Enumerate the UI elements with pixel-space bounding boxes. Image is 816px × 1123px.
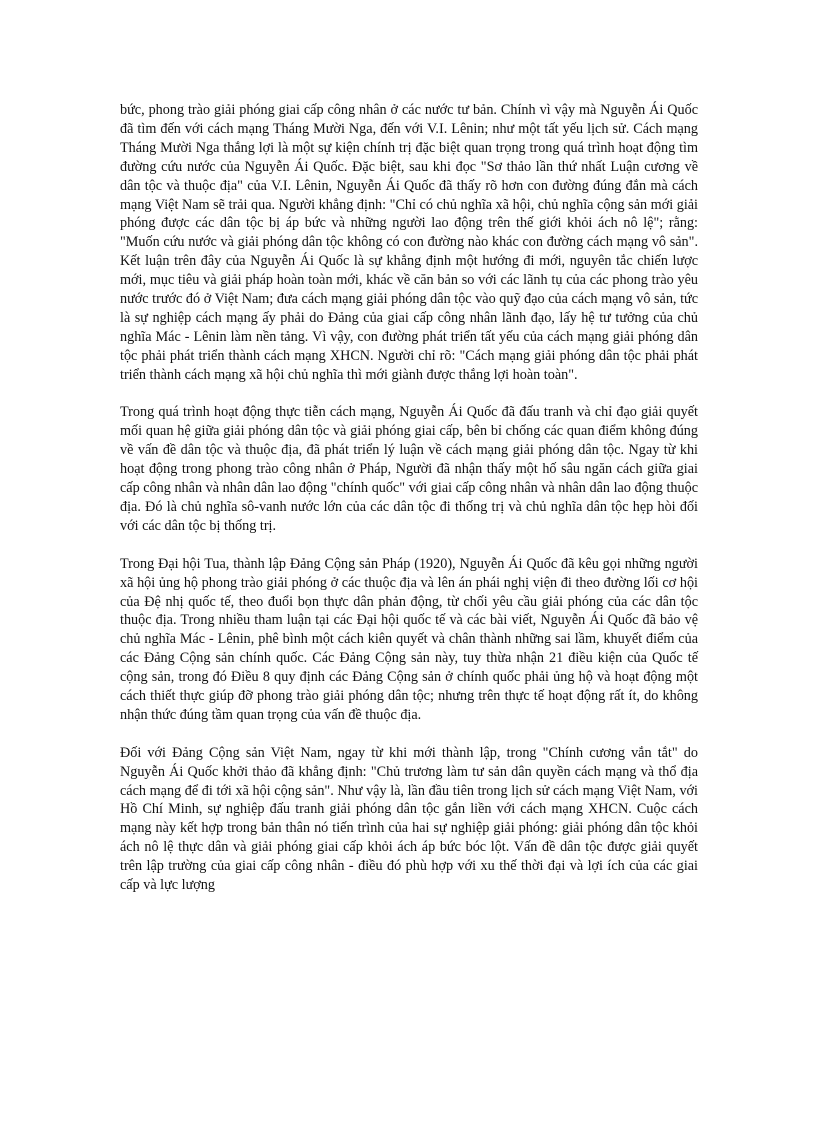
paragraph: bức, phong trào giải phóng giai cấp công nhân ở các nước tư bản. Chính vì vậy mà Nguyễn Ái Quốc đã tìm đến với cách mạng Tháng Mười Nga, đến với V.I. Lênin; như một tất yếu lịch sử. Cách mạng Tháng Mười Nga thắng lợi là một sự kiện chính trị đặc biệt quan trọng trong quá trình hoạt động tìm đường cứu nước của Nguyễn Ái Quốc. Đặc biệt, sau khi đọc "Sơ thảo lần thứ nhất Luận cương về dân tộc và thuộc địa" của V.I. Lênin, Nguyễn Ái Quốc đã thấy rõ hơn con đường đúng đắn mà cách mạng Việt Nam sẽ trải qua. Người khẳng định: "Chỉ có chủ nghĩa xã hội, chủ nghĩa cộng sản mới giải phóng được các dân tộc bị áp bức và những người lao động trên thế giới khỏi ách nô lệ"; rằng: "Muốn cứu nước và giải phóng dân tộc không có con đường nào khác con đường cách mạng vô sản". Kết luận trên đây của Nguyễn Ái Quốc là sự khẳng định một hướng đi mới, nguyên tắc chiến lược mới, mục tiêu và giải pháp hoàn toàn mới, khác về căn bản so với các lãnh tụ của các phong trào yêu nước trước đó ở Việt Nam; đưa cách mạng giải phóng dân tộc vào quỹ đạo của cách mạng vô sản, tức là sự nghiệp cách mạng ấy phải do Đảng của giai cấp công nhân lãnh đạo, lấy hệ tư tưởng của chủ nghĩa Mác - Lênin làm nền tảng. Vì vậy, con đường phát triển tất yếu của cách mạng giải phóng dân tộc phải phát triển thành cách mạng XHCN. Người chỉ rõ: "Cách mạng giải phóng dân tộc phải phát triển thành cách mạng xã hội chủ nghĩa thì mới giành được thắng lợi hoàn toàn". (120, 102, 698, 383)
paragraph: Trong quá trình hoạt động thực tiễn cách mạng, Nguyễn Ái Quốc đã đấu tranh và chỉ đạo giải quyết mối quan hệ giữa giải phóng dân tộc và giải phóng giai cấp, bên bỉ chống các quan điểm không đúng về vấn đề dân tộc và thuộc địa, đã phát triển lý luận về cách mạng giải phóng dân tộc. Ngay từ khi hoạt động trong phong trào công nhân ở Pháp, Người đã nhận thấy một hố sâu ngăn cách giữa giai cấp công nhân và nhân dân lao động "chính quốc" với giai cấp công nhân và nhân dân lao động thuộc địa. Đó là chủ nghĩa sô-vanh nước lớn của các dân tộc đi thống trị và chủ nghĩa dân tộc hẹp hòi đối với các dân tộc bị thống trị. (120, 404, 698, 534)
paragraph: Trong Đại hội Tua, thành lập Đảng Cộng sản Pháp (1920), Nguyễn Ái Quốc đã kêu gọi những người xã hội ủng hộ phong trào giải phóng ở các thuộc địa và lên án phái nghị viện đi theo đường lối cơ hội của Đệ nhị quốc tế, theo đuổi bọn thực dân phản động, từ chối yêu cầu giải phóng của các dân tộc thuộc địa. Trong nhiều tham luận tại các Đại hội quốc tế và các bài viết, Nguyễn Ái Quốc đã bảo vệ chủ nghĩa Mác - Lênin, phê bình một cách kiên quyết và chân thành những sai lầm, khuyết điểm của các Đảng Cộng sản chính quốc. Các Đảng Cộng sản này, tuy thừa nhận 21 điều kiện của Quốc tế cộng sản, trong đó Điều 8 quy định các Đảng Cộng sản ở chính quốc phải ủng hộ và hoạt động một cách thiết thực giúp đỡ phong trào giải phóng dân tộc; nhưng trên thực tế hoạt động rất ít, do không nhận thức đúng tầm quan trọng của vấn đề thuộc địa. (120, 555, 698, 723)
paragraph: Đối với Đảng Cộng sản Việt Nam, ngay từ khi mới thành lập, trong "Chính cương vắn tắt" do Nguyễn Ái Quốc khởi thảo đã khẳng định: "Chủ trương làm tư sản dân quyền cách mạng và thổ địa cách mạng để đi tới xã hội cộng sản". Như vậy là, lần đầu tiên trong lịch sử cách mạng Việt Nam, với Hồ Chí Minh, sự nghiệp đấu tranh giải phóng dân tộc gắn liền với cách mạng XHCN. Cuộc cách mạng này kết hợp trong bản thân nó tiến trình của hai sự nghiệp giải phóng: giải phóng dân tộc khỏi ách nô lệ thực dân và giải phóng giai cấp khỏi ách áp bức bóc lột. Vấn đề dân tộc được giải quyết trên lập trường của giai cấp công nhân - điều đó phù hợp với xu thế thời đại và lợi ích của các giai cấp và lực lượng (120, 744, 698, 894)
document-body (120, 101, 698, 914)
